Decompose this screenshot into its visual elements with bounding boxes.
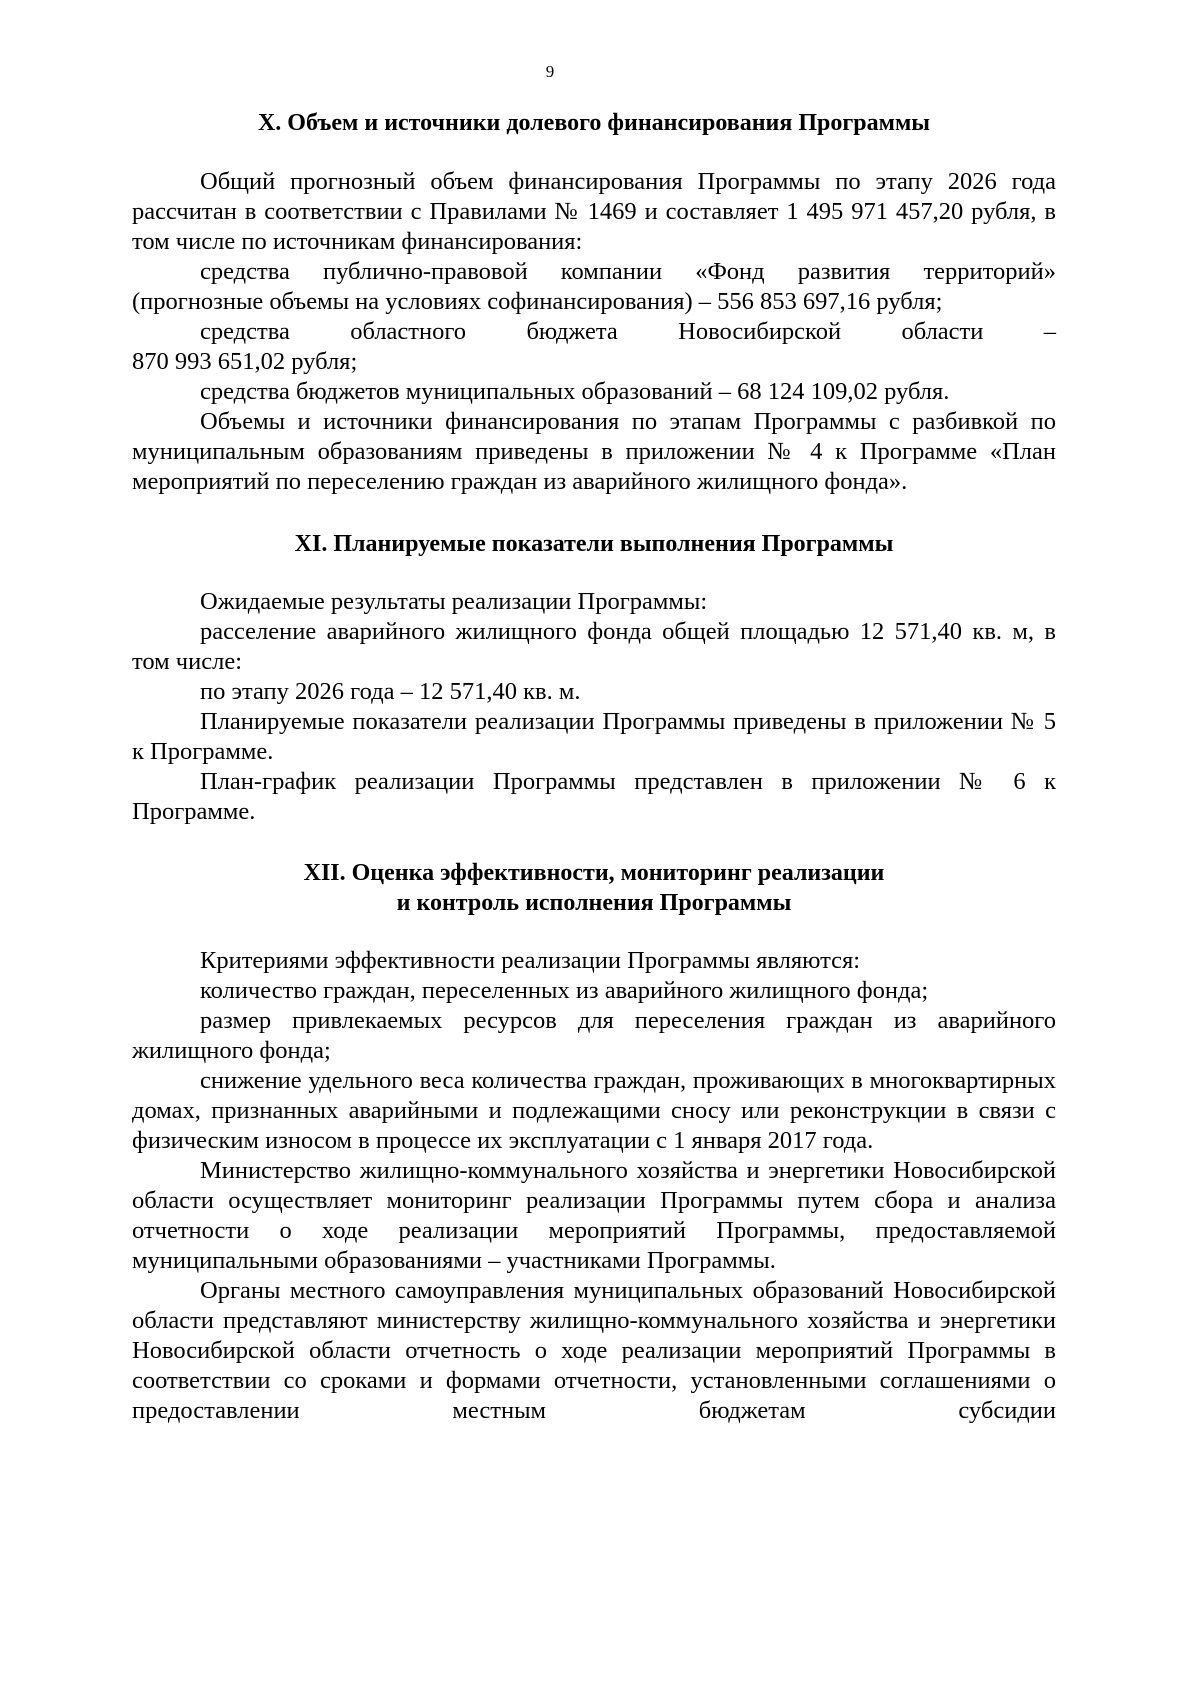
paragraph: Ожидаемые результаты реализации Программы:: [200, 588, 708, 615]
section-12-title-line1: XII. Оценка эффективности, мониторинг реализации: [303, 860, 885, 886]
section-12-title: [132, 858, 1056, 918]
section-12-body: [132, 946, 1056, 1426]
section-11-body: [132, 587, 1056, 827]
paragraph: Планируемые показатели реализации Программы приведены в приложении № 5 к Программе.: [132, 708, 1056, 765]
paragraph: средства областного бюджета Новосибирской области –: [200, 318, 1056, 345]
section-11-title: XI. Планируемые показатели выполнения Программы: [294, 531, 894, 557]
paragraph: Объемы и источники финансирования по этапам Программы с разбивкой по муниципальным образованиям приведены в приложении № 4 к Программе «План мероприятий по переселению граждан из аварийного жилищного фонда».: [132, 408, 1056, 495]
paragraph: 870 993 651,02 рубля;: [132, 348, 358, 375]
paragraph: размер привлекаемых ресурсов для переселения граждан из аварийного жилищного фонда;: [132, 1007, 1056, 1064]
paragraph: Общий прогнозный объем финансирования Программы по этапу 2026 года рассчитан в соответствии с Правилами № 1469 и составляет 1 495 971 457,20 рубля, в том числе по источникам финансирования:: [132, 168, 1056, 255]
paragraph: Органы местного самоуправления муниципальных образований Новосибирской области представляют министерству жилищно-коммунального хозяйства и энергетики Новосибирской области отчетность о ходе реализации мероприятий Программы в соответствии со сроками и формами отчетности, установленными соглашениями о предоставлении местным бюджетам субсидии: [132, 1277, 1056, 1424]
paragraph: количество граждан, переселенных из аварийного жилищного фонда;: [200, 977, 929, 1004]
page-number: 9: [545, 62, 555, 81]
section-10-body: [132, 167, 1056, 497]
paragraph: План-график реализации Программы представлен в приложении № 6 к Программе.: [132, 768, 1056, 825]
paragraph: Критериями эффективности реализации Программы являются:: [200, 947, 861, 974]
section-12-title-line2: и контроль исполнения Программы: [396, 890, 792, 916]
section-10-title: X. Объем и источники долевого финансирования Программы: [257, 110, 931, 136]
paragraph: по этапу 2026 года – 12 571,40 кв. м.: [200, 678, 581, 705]
paragraph: снижение удельного веса количества граждан, проживающих в многоквартирных домах, признанных аварийными и подлежащими сносу или реконструкции в связи с физическим износом в процессе их эксплуатации с 1 января 2017 года.: [132, 1067, 1056, 1154]
paragraph: расселение аварийного жилищного фонда общей площадью 12 571,40 кв. м, в том числе:: [132, 618, 1056, 675]
paragraph: Министерство жилищно-коммунального хозяйства и энергетики Новосибирской области осуществляет мониторинг реализации Программы путем сбора и анализа отчетности о ходе реализации мероприятий Программы, предоставляемой муниципальными образованиями – участниками Программы.: [132, 1157, 1056, 1274]
paragraph: средства бюджетов муниципальных образований – 68 124 109,02 рубля.: [200, 378, 950, 405]
paragraph: средства публично-правовой компании «Фонд развития территорий» (прогнозные объемы на условиях софинансирования) – 556 853 697,16 рубля;: [132, 258, 1056, 315]
